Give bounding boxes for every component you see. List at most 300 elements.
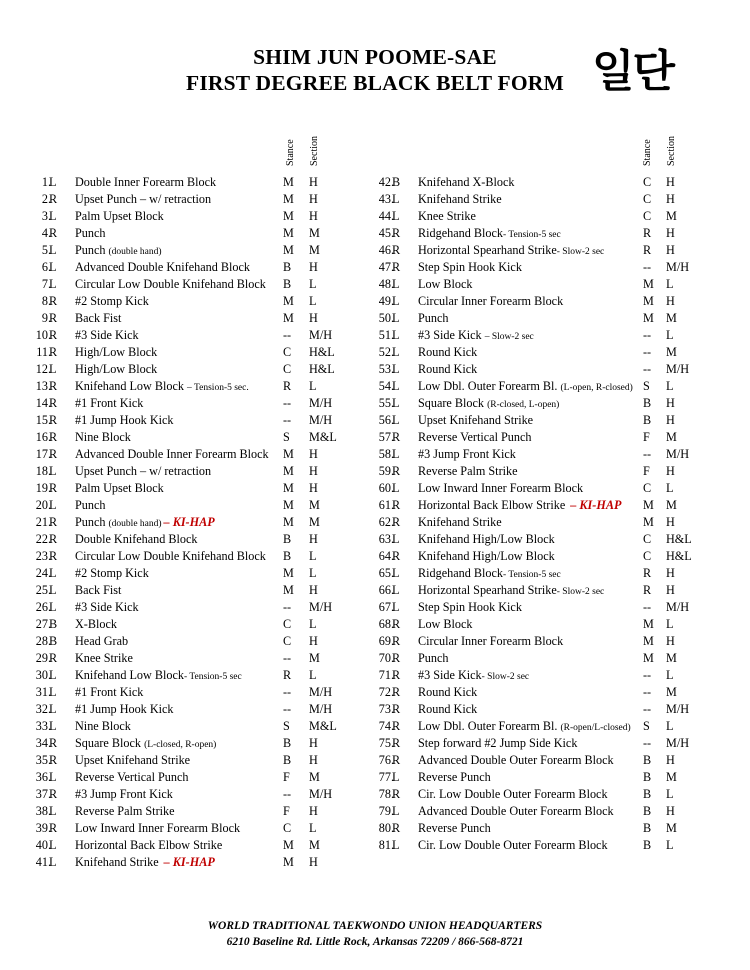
- move-stance: --: [643, 702, 652, 716]
- move-section: M: [309, 515, 320, 529]
- move-side: R: [392, 787, 401, 801]
- move-row: [370, 225, 720, 242]
- move-name: [418, 650, 448, 667]
- move-name: [75, 344, 157, 361]
- move-side: L: [49, 362, 57, 376]
- move-text: Knee Strike: [418, 209, 476, 223]
- move-stance: C: [643, 532, 652, 546]
- move-section: H: [309, 804, 318, 818]
- move-section: H: [309, 260, 318, 274]
- move-stance: M: [283, 481, 294, 495]
- move-stance: B: [283, 736, 292, 750]
- move-stance: M: [283, 838, 294, 852]
- move-name: [418, 701, 477, 718]
- move-stance: M: [643, 277, 654, 291]
- move-stance: M: [283, 175, 294, 189]
- move-section: M: [666, 498, 677, 512]
- move-row: [370, 276, 720, 293]
- move-section: L: [309, 617, 317, 631]
- move-text: #1 Front Kick: [75, 685, 144, 699]
- move-side: R: [49, 532, 58, 546]
- move-stance: M: [283, 209, 294, 223]
- move-row: [27, 225, 357, 242]
- move-name: [75, 803, 175, 820]
- move-section: M: [309, 770, 320, 784]
- move-row: [370, 378, 720, 395]
- move-side: R: [49, 396, 58, 410]
- move-row: [370, 429, 720, 446]
- move-text: Low Block: [418, 617, 473, 631]
- move-stance: --: [643, 345, 652, 359]
- move-row: [27, 752, 357, 769]
- move-stance: C: [643, 481, 652, 495]
- move-text: #3 Jump Front Kick: [418, 447, 516, 461]
- move-side: L: [49, 498, 57, 512]
- move-number: 16.: [35, 430, 51, 444]
- move-section: M: [309, 243, 320, 257]
- move-row: [27, 446, 357, 463]
- move-row: [370, 191, 720, 208]
- move-number: 64.: [378, 549, 394, 563]
- move-row: [27, 378, 357, 395]
- move-text: Back Fist: [75, 311, 122, 325]
- move-text: Horizontal Back Elbow Strike: [418, 498, 569, 512]
- move-number: 21.: [35, 515, 51, 529]
- move-number: 15.: [35, 413, 51, 427]
- move-section: H: [666, 243, 675, 257]
- move-number: 31.: [35, 685, 51, 699]
- move-number: 66.: [378, 583, 394, 597]
- move-name: [418, 412, 533, 429]
- move-number: 23.: [35, 549, 51, 563]
- move-text: Reverse Punch: [418, 770, 491, 784]
- move-stance: C: [283, 634, 292, 648]
- move-text: Double Inner Forearm Block: [75, 175, 217, 189]
- move-text: #3 Side Kick: [75, 328, 139, 342]
- move-text: Punch: [418, 311, 449, 325]
- move-number: 49.: [378, 294, 394, 308]
- move-name: [75, 786, 173, 803]
- move-note: - Slow-2 sec: [556, 587, 605, 597]
- move-name: [75, 429, 131, 446]
- move-side: L: [49, 209, 57, 223]
- move-number: 18.: [35, 464, 51, 478]
- move-stance: M: [283, 243, 294, 257]
- move-row: [27, 633, 357, 650]
- move-text: X-Block: [75, 617, 117, 631]
- move-row: [27, 429, 357, 446]
- move-name: [75, 310, 121, 327]
- move-stance: M: [643, 634, 654, 648]
- move-row: [370, 599, 720, 616]
- title-line-2: FIRST DEGREE BLACK BELT FORM: [186, 71, 564, 95]
- move-number: 53.: [378, 362, 394, 376]
- move-stance: --: [283, 685, 292, 699]
- move-stance: B: [283, 549, 292, 563]
- move-section: L: [309, 668, 317, 682]
- move-row: [27, 276, 357, 293]
- move-side: R: [392, 668, 401, 682]
- move-text: Knee Strike: [75, 651, 133, 665]
- move-number: 75.: [378, 736, 394, 750]
- move-number: 32.: [35, 702, 51, 716]
- move-text: Low Dbl. Outer Forearm Bl.: [418, 379, 561, 393]
- move-number: 48.: [378, 277, 394, 291]
- move-side: R: [392, 498, 401, 512]
- move-row: [27, 361, 357, 378]
- move-stance: M: [643, 617, 654, 631]
- move-side: R: [49, 481, 58, 495]
- move-stance: B: [643, 413, 652, 427]
- footer-org: WORLD TRADITIONAL TAEKWONDO UNION HEADQUARTERS: [207, 920, 543, 932]
- move-row: [370, 174, 720, 191]
- move-row: [370, 463, 720, 480]
- move-row: [27, 174, 357, 191]
- move-side: L: [392, 294, 400, 308]
- move-number: 42.: [378, 175, 394, 189]
- move-row: [27, 259, 357, 276]
- move-number: 52.: [378, 345, 394, 359]
- move-name: [418, 276, 473, 293]
- move-number: 2.: [41, 192, 51, 206]
- move-name: [75, 752, 190, 769]
- move-text: Knifehand Low Block: [75, 668, 184, 682]
- move-row: [27, 208, 357, 225]
- move-number: 78.: [378, 787, 394, 801]
- move-stance: B: [643, 770, 652, 784]
- move-row: [370, 667, 720, 684]
- move-side: L: [392, 532, 400, 546]
- move-section: L: [309, 277, 317, 291]
- move-row: [27, 616, 357, 633]
- column-header-section-right: Section: [666, 136, 677, 166]
- move-text: Knifehand Strike: [418, 515, 502, 529]
- move-name: [418, 514, 502, 531]
- move-name: [418, 803, 614, 820]
- move-name: [75, 769, 189, 786]
- move-text: Punch: [75, 515, 109, 529]
- move-stance: S: [643, 379, 650, 393]
- move-name: [75, 480, 164, 497]
- move-row: [370, 837, 720, 854]
- move-name: [418, 259, 522, 276]
- move-name: [75, 497, 105, 514]
- move-number: 44.: [378, 209, 394, 223]
- move-row: [27, 582, 357, 599]
- move-number: 1.: [41, 175, 51, 189]
- move-section: H: [309, 753, 318, 767]
- move-stance: --: [283, 787, 292, 801]
- move-text: Ridgehand Block: [418, 566, 503, 580]
- move-stance: R: [283, 668, 292, 682]
- move-row: [27, 820, 357, 837]
- move-stance: --: [283, 702, 292, 716]
- move-section: M: [666, 651, 677, 665]
- move-stance: B: [643, 753, 652, 767]
- move-stance: R: [643, 566, 652, 580]
- move-text: #2 Stomp Kick: [75, 566, 149, 580]
- move-name: [418, 208, 476, 225]
- move-side: R: [49, 753, 58, 767]
- move-row: [370, 395, 720, 412]
- move-side: L: [392, 481, 400, 495]
- move-text: Palm Upset Block: [75, 209, 164, 223]
- move-text: Palm Upset Block: [75, 481, 164, 495]
- move-name: [418, 463, 518, 480]
- move-section: M: [309, 226, 320, 240]
- move-row: [27, 191, 357, 208]
- move-side: R: [392, 821, 401, 835]
- move-section: M/H: [666, 702, 690, 716]
- move-text: Low Inward Inner Forearm Block: [75, 821, 241, 835]
- move-row: [370, 327, 720, 344]
- move-number: 56.: [378, 413, 394, 427]
- move-section: H: [666, 192, 675, 206]
- move-name: [75, 259, 250, 276]
- move-text: Advanced Double Outer Forearm Block: [418, 753, 614, 767]
- move-section: H: [309, 311, 318, 325]
- move-side: R: [49, 430, 58, 444]
- move-number: 20.: [35, 498, 51, 512]
- move-stance: C: [643, 549, 652, 563]
- move-side: R: [49, 413, 58, 427]
- move-text: #1 Front Kick: [75, 396, 144, 410]
- move-row: [370, 565, 720, 582]
- move-number: 46.: [378, 243, 394, 257]
- move-row: [370, 344, 720, 361]
- move-number: 63.: [378, 532, 394, 546]
- move-number: 45.: [378, 226, 394, 240]
- move-number: 35.: [35, 753, 51, 767]
- move-side: R: [392, 736, 401, 750]
- move-text: Step Spin Hook Kick: [418, 260, 522, 274]
- move-side: L: [49, 243, 57, 257]
- move-number: 69.: [378, 634, 394, 648]
- move-stance: B: [283, 753, 292, 767]
- move-text: Horizontal Spearhand Strike: [418, 583, 557, 597]
- move-name: [75, 616, 117, 633]
- move-section: M&L: [309, 430, 337, 444]
- page-title: [140, 44, 610, 96]
- move-number: 9.: [41, 311, 51, 325]
- move-text: #2 Stomp Kick: [75, 294, 149, 308]
- move-row: [370, 412, 720, 429]
- move-stance: R: [643, 243, 652, 257]
- move-side: L: [392, 566, 400, 580]
- move-note: - Slow-2 sec: [481, 672, 530, 682]
- column-header-stance-right: Stance: [642, 139, 653, 166]
- move-stance: M: [643, 515, 654, 529]
- move-row: [27, 531, 357, 548]
- move-section: M: [666, 311, 677, 325]
- move-side: R: [392, 260, 401, 274]
- move-row: [370, 786, 720, 803]
- move-name: [75, 293, 149, 310]
- move-number: 40.: [35, 838, 51, 852]
- move-section: L: [666, 668, 674, 682]
- move-row: [370, 208, 720, 225]
- move-text: Cir. Low Double Outer Forearm Block: [418, 787, 608, 801]
- move-name: [418, 769, 491, 786]
- move-row: [27, 242, 357, 259]
- move-text: Upset Punch – w/ retraction: [75, 464, 212, 478]
- move-row: [370, 310, 720, 327]
- move-name: [418, 293, 563, 310]
- move-number: 34.: [35, 736, 51, 750]
- move-number: 62.: [378, 515, 394, 529]
- moves-column-right: [370, 174, 720, 854]
- move-stance: --: [643, 685, 652, 699]
- move-stance: B: [283, 260, 292, 274]
- move-section: H&L: [666, 532, 692, 546]
- move-text: Round Kick: [418, 345, 478, 359]
- move-text: Punch: [75, 226, 106, 240]
- move-stance: R: [643, 226, 652, 240]
- move-text: #1 Jump Hook Kick: [75, 413, 174, 427]
- move-name: [418, 633, 563, 650]
- move-stance: --: [643, 600, 652, 614]
- move-number: 67.: [378, 600, 394, 614]
- move-stance: F: [283, 770, 290, 784]
- move-row: [27, 803, 357, 820]
- move-stance: --: [643, 668, 652, 682]
- move-number: 22.: [35, 532, 51, 546]
- move-stance: S: [283, 430, 290, 444]
- move-text: #1 Jump Hook Kick: [75, 702, 174, 716]
- move-section: L: [666, 719, 674, 733]
- move-section: H: [666, 753, 675, 767]
- move-text: Reverse Punch: [418, 821, 491, 835]
- move-number: 47.: [378, 260, 394, 274]
- move-text: Knifehand Low Block: [75, 379, 188, 393]
- move-section: H: [309, 192, 318, 206]
- move-side: L: [49, 702, 57, 716]
- move-section: M: [666, 821, 677, 835]
- move-number: 51.: [378, 328, 394, 342]
- move-note: (L-closed, R-open): [144, 740, 217, 750]
- move-section: L: [309, 566, 317, 580]
- move-number: 71.: [378, 668, 394, 682]
- move-side: L: [392, 838, 400, 852]
- move-name: [418, 786, 608, 803]
- move-name: [75, 361, 157, 378]
- move-name: [75, 820, 240, 837]
- move-section: M/H: [666, 600, 690, 614]
- move-stance: M: [283, 311, 294, 325]
- move-side: L: [49, 719, 57, 733]
- move-section: H: [666, 634, 675, 648]
- move-number: 73.: [378, 702, 394, 716]
- move-section: H: [309, 736, 318, 750]
- move-side: L: [392, 804, 400, 818]
- move-section: H: [309, 583, 318, 597]
- move-text: Horizontal Spearhand Strike: [418, 243, 557, 257]
- move-stance: M: [283, 226, 294, 240]
- move-row: [370, 633, 720, 650]
- move-stance: S: [643, 719, 650, 733]
- move-side: L: [392, 396, 400, 410]
- move-text: #3 Side Kick: [418, 668, 482, 682]
- move-name: [75, 531, 198, 548]
- move-name: [75, 650, 133, 667]
- move-section: H&L: [309, 362, 335, 376]
- move-name: [75, 582, 121, 599]
- move-number: 27.: [35, 617, 51, 631]
- move-row: [370, 701, 720, 718]
- move-number: 39.: [35, 821, 51, 835]
- move-text: Circular Inner Forearm Block: [418, 294, 564, 308]
- move-number: 19.: [35, 481, 51, 495]
- move-name: [75, 395, 143, 412]
- move-number: 77.: [378, 770, 394, 784]
- move-side: L: [392, 770, 400, 784]
- move-stance: B: [283, 532, 292, 546]
- move-stance: M: [643, 294, 654, 308]
- move-stance: C: [283, 345, 292, 359]
- move-row: [27, 310, 357, 327]
- move-side: L: [49, 838, 57, 852]
- move-section: H: [666, 396, 675, 410]
- move-section: M&L: [309, 719, 337, 733]
- move-stance: M: [283, 294, 294, 308]
- move-name: [75, 191, 211, 208]
- move-text: Punch: [75, 243, 109, 257]
- move-section: H: [666, 804, 675, 818]
- move-section: H: [309, 532, 318, 546]
- move-row: [27, 514, 357, 531]
- move-stance: --: [643, 447, 652, 461]
- move-number: 6.: [41, 260, 51, 274]
- move-row: [370, 684, 720, 701]
- move-section: L: [666, 379, 674, 393]
- move-section: H: [666, 583, 675, 597]
- move-side: L: [49, 260, 57, 274]
- move-text: Round Kick: [418, 362, 478, 376]
- move-text: Head Grab: [75, 634, 129, 648]
- footer-address: 6210 Baseline Rd. Little Rock, Arkansas 72209 / 866-568-8721: [226, 936, 524, 948]
- move-name: [75, 548, 266, 565]
- move-stance: S: [283, 719, 290, 733]
- move-text: #3 Side Kick: [75, 600, 139, 614]
- move-name: [75, 701, 174, 718]
- move-name: [418, 429, 532, 446]
- move-text: Nine Block: [75, 719, 131, 733]
- move-text: #3 Jump Front Kick: [75, 787, 173, 801]
- move-name: [418, 480, 583, 497]
- move-note: (L-open, R-closed): [560, 383, 633, 393]
- move-side: L: [392, 413, 400, 427]
- move-note: - Slow-2 sec: [556, 247, 605, 257]
- move-row: [370, 514, 720, 531]
- move-note: – Tension-5 sec.: [187, 383, 249, 393]
- move-number: 30.: [35, 668, 51, 682]
- move-number: 29.: [35, 651, 51, 665]
- move-side: R: [49, 379, 58, 393]
- move-row: [27, 480, 357, 497]
- move-side: R: [392, 226, 401, 240]
- title-line-1: SHIM JUN POOME-SAE: [253, 45, 497, 69]
- move-row: [27, 667, 357, 684]
- move-side: R: [49, 651, 58, 665]
- move-section: M/H: [666, 362, 690, 376]
- move-side: L: [392, 311, 400, 325]
- move-row: [27, 684, 357, 701]
- move-side: L: [392, 379, 400, 393]
- move-number: 17.: [35, 447, 51, 461]
- move-side: B: [392, 175, 401, 189]
- move-stance: C: [643, 175, 652, 189]
- move-text: Knifehand Strike: [418, 192, 502, 206]
